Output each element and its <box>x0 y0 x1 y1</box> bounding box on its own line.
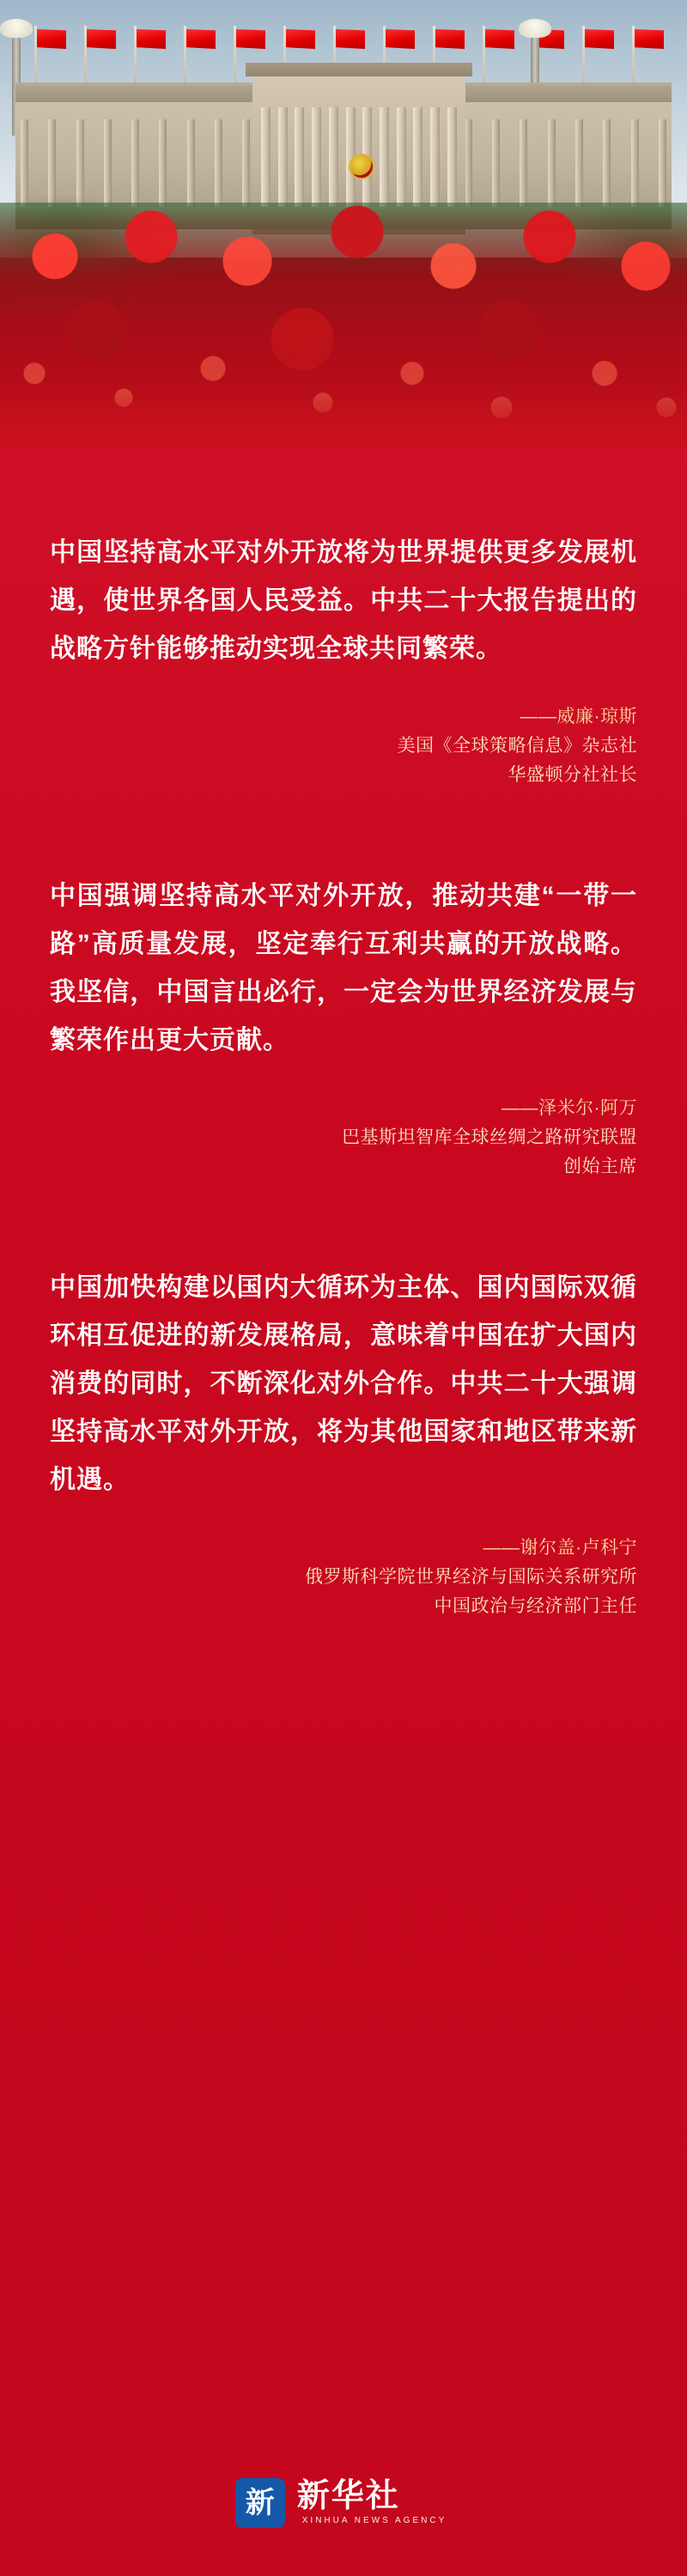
quote-list <box>0 447 687 1621</box>
center-roof <box>246 63 472 76</box>
quote-item <box>50 1264 637 1621</box>
quote-attribution <box>50 1094 637 1182</box>
quote-author-org: 巴基斯坦智库全球丝绸之路研究联盟 <box>342 1127 637 1147</box>
xinhua-logo-english-rule <box>297 2514 452 2528</box>
quote-item <box>50 872 637 1182</box>
national-emblem-icon <box>349 154 374 179</box>
xinhua-logo-chinese: 新华社 <box>296 2478 400 2514</box>
quote-author-role: 中国政治与经济部门主任 <box>434 1596 637 1616</box>
quote-item <box>50 529 637 790</box>
xinhua-logo-text <box>297 2478 452 2528</box>
quote-author-org: 美国《全球策略信息》杂志社 <box>397 736 637 756</box>
hero-photo <box>0 0 687 447</box>
quote-attribution <box>50 702 637 790</box>
quote-author-org: 俄罗斯科学院世界经济与国际关系研究所 <box>305 1567 637 1587</box>
quote-text: 中国强调坚持高水平对外开放，推动共建“一带一路”高质量发展，坚定奉行互利共赢的开放战略。我坚信，中国言出必行，一定会为世界经济发展与繁荣作出更大贡献。 <box>50 882 637 1054</box>
quote-author-role: 创始主席 <box>563 1157 637 1176</box>
xinhua-logo-mark-icon <box>235 2478 285 2528</box>
xinhua-logo-english: XINHUA NEWS AGENCY <box>301 2516 447 2525</box>
quote-author-name: ——威廉·琼斯 <box>520 707 637 726</box>
hero-gradient-fade <box>0 386 687 447</box>
quote-author-role: 华盛顿分社社长 <box>508 765 637 785</box>
xinhua-logo-glyph: 新 <box>245 2486 275 2520</box>
quote-attribution <box>50 1534 637 1621</box>
quote-text: 中国加快构建以国内大循环为主体、国内国际双循环相互促进的新发展格局，意味着中国在扩大国内消费的同时，不断深化对外合作。中共二十大强调坚持高水平对外开放，将为其他国家和地区带来新机遇。 <box>50 1273 637 1494</box>
quote-author-name: ——泽米尔·阿万 <box>502 1098 637 1118</box>
xinhua-logo <box>0 2478 687 2528</box>
quote-text: 中国坚持高水平对外开放将为世界提供更多发展机遇，使世界各国人民受益。中共二十大报告提出的战略方针能够推动实现全球共同繁荣。 <box>50 538 637 663</box>
quote-author-name: ——谢尔盖·卢科宁 <box>483 1538 637 1558</box>
